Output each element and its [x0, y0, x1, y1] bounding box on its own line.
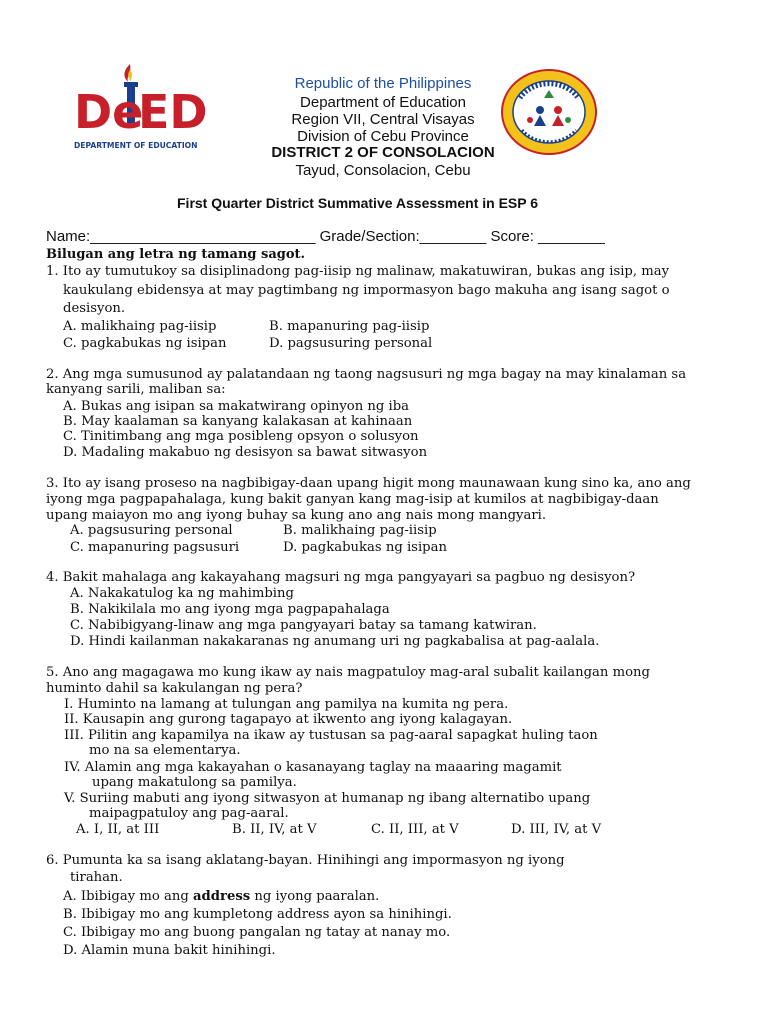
q4-choice-a[interactable]: A. Nakakatulog ka ng mahimbing — [70, 586, 294, 601]
q5-choice-a[interactable]: A. I, II, at III — [76, 822, 160, 837]
deped-logo — [72, 60, 208, 152]
q1-line-1: 1. Ito ay tumutukoy sa disiplinadong pag-iisip ng malinaw, makatuwiran, bukas ang isip, may — [46, 264, 670, 279]
q1-line-2: kaukulang ebidensya at may pagtimbang ng impormasyon bago makuha ang isang sagot o — [63, 283, 670, 298]
q1-choice-b[interactable]: B. mapanuring pag-iisip — [269, 319, 430, 334]
q3-line-3: upang maiayon mo ang iyong buhay sa kung ano ang nais mong mangyari. — [46, 508, 547, 523]
q2-line-2: kanyang sarili, maliban sa: — [46, 382, 226, 397]
instruction-text: Bilugan ang letra ng tamang sagot. — [46, 247, 306, 262]
q2-line-1: 2. Ang mga sumusunod ay palatandaan ng taong nagsusuri ng mga bagay na may kinalaman sa — [46, 367, 687, 382]
q5-item-4: IV. Alamin ang mga kakayahan o kasanayang taglay na maaaring magamit — [64, 760, 562, 775]
district-seal — [500, 68, 598, 156]
q6-choice-b[interactable]: B. Ibibigay mo ang kumpletong address ayon sa hinihingi. — [63, 907, 452, 922]
q2-choice-c[interactable]: C. Tinitimbang ang mga posibleng opsyon o solusyon — [63, 429, 419, 444]
q4-line-1: 4. Bakit mahalaga ang kakayahang magsuri ng mga pangyayari sa pagbuo ng desisyon? — [46, 570, 636, 585]
q6-choice-c[interactable]: C. Ibibigay mo ang buong pangalan ng tatay at nanay mo. — [63, 925, 451, 940]
q5-line-2: huminto dahil sa kakulangan ng pera? — [46, 681, 303, 696]
q1-line-3: desisyon. — [63, 301, 126, 316]
department-text: Department of Education — [300, 94, 466, 111]
q6-choice-d[interactable]: D. Alamin muna bakit hinihingi. — [63, 943, 276, 958]
assessment-title: First Quarter District Summative Assessment in ESP 6 — [177, 195, 539, 211]
q5-choice-c[interactable]: C. II, III, at V — [371, 822, 459, 837]
q5-choice-b[interactable]: B. II, IV, at V — [232, 822, 317, 837]
q2-choice-a[interactable]: A. Bukas ang isipan sa makatwirang opinyon ng iba — [63, 399, 410, 414]
q2-choice-d[interactable]: D. Madaling makabuo ng desisyon sa bawat sitwasyon — [63, 445, 428, 460]
q4-choice-b[interactable]: B. Nakikilala mo ang iyong mga pagpapahalaga — [70, 602, 390, 617]
q1-choice-a[interactable]: A. malikhaing pag-iisip — [63, 319, 217, 334]
q5-line-1: 5. Ano ang magagawa mo kung ikaw ay nais magpatuloy mag-aral subalit kailangan mong — [46, 665, 650, 680]
logo-subtext: DEPARTMENT OF EDUCATION — [74, 141, 198, 150]
division-text: Division of Cebu Province — [297, 128, 469, 145]
q5-item-3-cont: mo na sa elementarya. — [89, 743, 241, 758]
q5-item-5: V. Suriing mabuti ang iyong sitwasyon at humanap ng ibang alternatibo upang — [64, 791, 591, 806]
q5-item-2: II. Kausapin ang gurong tagapayo at ikwento ang iyong kalagayan. — [64, 712, 513, 727]
q3-choice-a[interactable]: A. pagsusuring personal — [70, 523, 233, 538]
region-text: Region VII, Central Visayas — [291, 111, 475, 128]
q5-choice-d[interactable]: D. III, IV, at V — [511, 822, 602, 837]
q3-choice-c[interactable]: C. mapanuring pagsusuri — [70, 540, 240, 555]
q4-choice-d[interactable]: D. Hindi kailanman nakakaranas ng anumang uri ng pagkabalisa at pag-aalala. — [70, 634, 600, 649]
district-text: DISTRICT 2 OF CONSOLACION — [271, 144, 495, 161]
q6-choice-a[interactable] — [63, 889, 379, 904]
q1-choice-c[interactable]: C. pagkabukas ng isipan — [63, 336, 227, 351]
q3-choice-d[interactable]: D. pagkabukas ng isipan — [283, 540, 447, 555]
svg-text:ED: ED — [138, 85, 208, 139]
q5-item-1: I. Huminto na lamang at tulungan ang pamilya na kumita ng pera. — [64, 697, 509, 712]
republic-text: Republic of the Philippines — [294, 75, 472, 92]
q3-line-2: iyong mga pagpapahalaga, kung bakit ganyan kang mag-isip at kumilos at nagbibigay-daan — [46, 492, 659, 507]
q6-choice-a-pre: A. Ibibigay mo ang — [63, 889, 194, 904]
q1-choice-d[interactable]: D. pagsusuring personal — [269, 336, 433, 351]
q3-line-1: 3. Ito ay isang proseso na nagbibigay-daan upang higit mong maunawaan kung sino ka, ano ang — [46, 476, 691, 491]
q6-line-1: 6. Pumunta ka sa isang aklatang-bayan. Hinihingi ang impormasyon ng iyong — [46, 853, 565, 868]
q6-choice-a-bold: address — [193, 889, 251, 904]
q6-line-2: tirahan. — [70, 870, 123, 885]
q2-choice-b[interactable]: B. May kaalaman sa kanyang kalakasan at kahinaan — [63, 414, 413, 429]
q5-item-4-cont: upang makatulong sa pamilya. — [92, 775, 297, 790]
q5-item-5-cont: maipagpatuloy ang pag-aaral. — [89, 806, 289, 821]
q3-choice-b[interactable]: B. malikhaing pag-iisip — [283, 523, 437, 538]
q6-choice-a-post: ng iyong paaralan. — [250, 889, 380, 904]
student-info-line[interactable]: Name:___________________________ Grade/Section:________ Score: ________ — [46, 228, 605, 245]
svg-text:De: De — [74, 85, 144, 139]
q4-choice-c[interactable]: C. Nabibigyang-linaw ang mga pangyayari batay sa tamang katwiran. — [70, 618, 537, 633]
q5-item-3: III. Pilitin ang kapamilya na ikaw ay tustusan sa pag-aaral sapagkat huling taon — [64, 728, 598, 743]
location-text: Tayud, Consolacion, Cebu — [295, 162, 471, 179]
